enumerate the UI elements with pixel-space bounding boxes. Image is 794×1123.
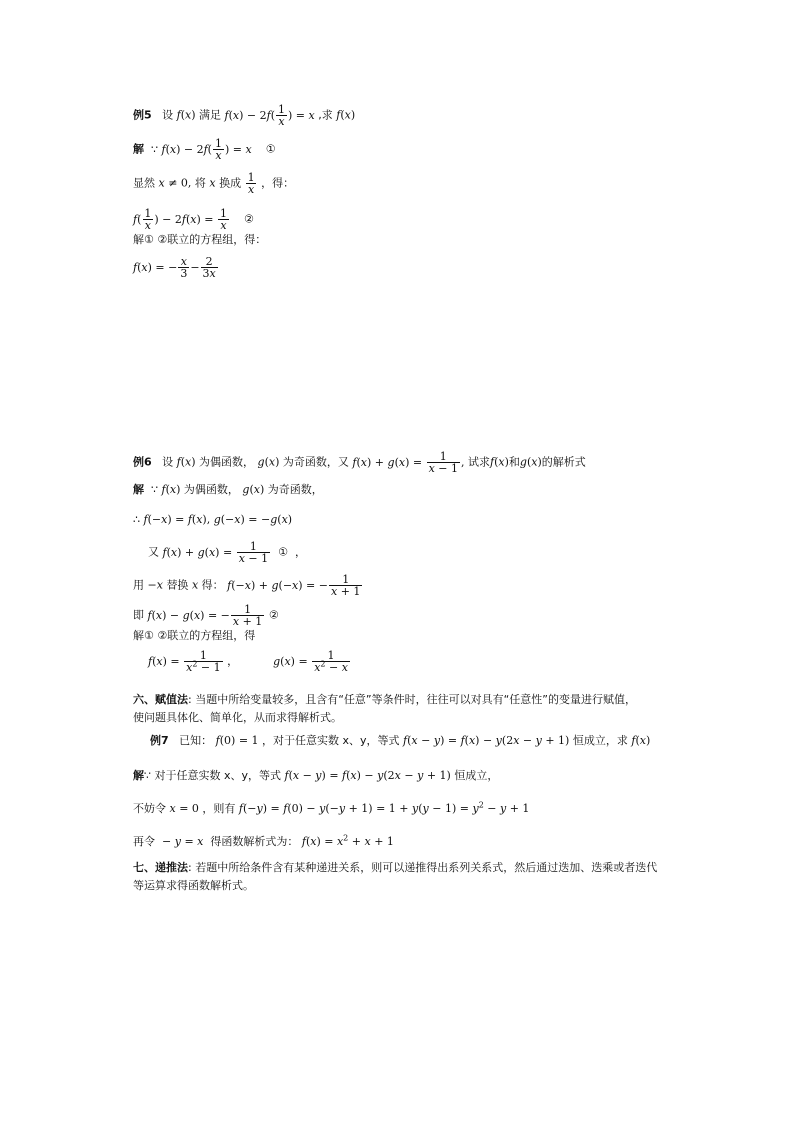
ex5-l3-frac: $\frac{1}{x}$ [247,171,255,196]
sec7-para-line1 [133,860,657,876]
ex6-l1-a: 设 [162,455,174,469]
ex7-l3-a: 不妨令 [133,802,166,815]
ex5-line3 [133,172,294,195]
ex7-x0-math: x = 0 [169,802,199,815]
ex6-l1-gx: g(x) [257,455,280,469]
ex7-f0-math: f(0) = 1 [215,734,259,747]
ex6-parity-math: ∴ f(−x) = f(x), g(−x) = −g(x) [133,513,293,526]
ex5-line5: 解① ②联立的方程组，得： [133,233,267,246]
ex5-condition-math: f(x) − 2f( $\frac{1}{x}$ ) = x [224,103,315,128]
ex6-line3 [133,512,292,528]
ex7-label: 例7 [150,734,169,747]
ex7-target-math: f(x) [631,734,651,747]
ex5-target-math: f(x) [336,108,356,122]
ex6-l1-fx: f(x) [176,455,196,469]
ex6-l2-a: 为偶函数， [183,483,239,496]
ex6-eq2-mark: ② [268,608,279,622]
ex7-l3-b: ，则有 [202,802,236,815]
ex6-line2 [133,482,323,498]
ex7-l1-c: 恒成立，求 [572,734,628,747]
sec7-body1: : 若题中所给条件含有某种递进关系，则可以递推得出系列关系式，然后通过迭加、迭乘或者迭代 [188,861,658,874]
ex6-l5-c: 得： [201,578,224,592]
ex5-line1: 例5 设 f(x) 满足 f(x) − 2f( $\frac{1}{x}$ ) = x ,求 f(x) [133,103,356,128]
ex6-l2-b: 为奇函数， [267,483,323,496]
ex5-solution-label: 解 [133,142,144,156]
ex6-l5-math: f(−x) + g(−x) = − $\frac{1}{x + 1}$ [227,573,361,598]
ex6-l6-a: 即 [133,608,144,622]
ex6-l1-f: 的解析式 [541,455,586,469]
ex6-line7: 解① ②联立的方程组，得 [133,629,256,642]
ex6-l1-fx2: f(x) [490,455,509,469]
ex7-identity-math: f(x − y) = f(x) − y(2x − y + 1) [403,734,570,747]
ex5-math-fx: f [176,108,181,122]
ex6-line5 [133,574,363,597]
ex7-l3-math: $f(-y) = f(0) - y(-y + 1) = 1 + y(y - 1) = y^2 - y + 1$ [238,800,530,815]
ex5-text-c: ,求 [318,108,333,122]
ex6-result-f: f(x) = $\frac{1}{x^2 - 1}$ [148,649,221,674]
ex6-l5-b: 替换 [166,578,189,592]
ex6-eq1-math: f(x) + g(x) = $\frac{1}{x - 1}$ [162,540,269,565]
ex5-label: 例5 [133,108,152,122]
ex5-l3-math2: x [209,176,216,190]
ex6-l1-b: 为偶函数， [199,455,255,469]
ex7-l4-b: 得函数解析式为： [210,835,299,848]
ex5-eq2-mark: ② [243,212,254,226]
ex6-l5-negx: −x [147,578,163,592]
ex7-result-math: $f(x) = x^2 + x + 1$ [301,833,394,848]
ex5-l3-d: ，得： [261,176,295,190]
ex7-l2-a: 对于任意实数 x、y，等式 [154,769,282,782]
ex7-line4 [133,834,394,850]
ex5-line2 [133,138,276,161]
ex7-l2-b: 恒成立， [454,769,499,782]
ex6-label: 例6 [133,455,152,469]
ex7-solution-label: 解 [133,769,144,782]
sec6-para-line1 [133,692,636,708]
ex5-l3-a: 显然 [133,176,155,190]
ex6-line8 [148,650,351,673]
ex6-result-g: g(x) = $\frac{1}{x^2 - x}$ [273,649,348,674]
ex5-l3-c: 换成 [219,176,242,190]
ex5-l3-math1: x ≠ 0, [158,176,192,190]
ex6-line4 [148,541,306,564]
sec7-para-line2: 等运算求得函数解析式。 [133,879,254,892]
ex5-text-a: 设 [162,108,174,122]
ex7-l1-a: 已知： [179,734,213,747]
ex6-l5-x: x [191,578,199,592]
ex5-text-b: 满足 [199,108,222,122]
ex6-solution-label: 解 [133,483,144,496]
ex7-l1-b: ，对于任意实数 x、y，等式 [262,734,400,747]
ex6-result-sep: ， [227,654,239,668]
ex5-l3-b: 将 [194,176,206,190]
ex6-line1 [133,451,586,474]
ex6-l1-gx2: g(x) [519,455,542,469]
ex7-sub-math: − y = x [162,835,204,848]
sec6-title: 六、赋值法 [133,693,188,706]
ex5-eq1-math: ∵ f(x) − 2f( $\frac{1}{x}$ ) = x [151,137,252,162]
ex6-l4-a: 又 [148,545,159,559]
ex6-l2-fx: ∵ f(x) [151,483,181,496]
ex7-line3 [133,801,529,817]
ex7-line2: 解∵ 对于任意实数 x、y，等式 f(x − y) = f(x) − y(2x − y + 1) 恒成立， [133,769,499,782]
ex6-l1-c: 为奇函数，又 [282,455,349,469]
ex6-line6 [133,604,279,627]
ex6-l1-e: 和 [508,455,520,469]
ex7-line1 [150,733,650,749]
ex6-l5-a: 用 [133,578,144,592]
ex5-line4 [133,208,254,231]
ex6-l1-d: 试求 [468,455,491,469]
ex6-eq2-math: f(x) − g(x) = − $\frac{1}{x + 1}$ [147,603,263,628]
ex5-result-math: f(x) = − $\frac{x}{3}$ − $\frac{2}{3x}$ [133,255,216,280]
ex5-line6 [133,256,219,279]
ex7-l4-a: 再令 [133,835,155,848]
ex6-l1-condition: f(x) + g(x) = $\frac{1}{x - 1}$ , [352,450,465,475]
ex6-l2-gx: g(x) [242,483,265,496]
sec6-para-line2: 使问题具体化、简单化，从而求得解析式。 [133,711,342,724]
ex5-eq1-mark: ① [265,142,276,156]
ex5-eq2-math: f( $\frac{1}{x}$ ) − 2f(x) = $\frac{1}{x}$ [133,207,227,232]
sec6-body1: : 当题中所给变量较多，且含有“任意”等条件时，往往可以对具有“任意性”的变量进行赋值， [188,693,636,706]
ex6-l4-b: ， [294,545,306,559]
ex6-eq1-mark: ① [278,545,288,559]
sec7-title: 七、递推法 [133,861,188,874]
ex7-l2-identity: f(x − y) = f(x) − y(2x − y + 1) [284,769,451,782]
